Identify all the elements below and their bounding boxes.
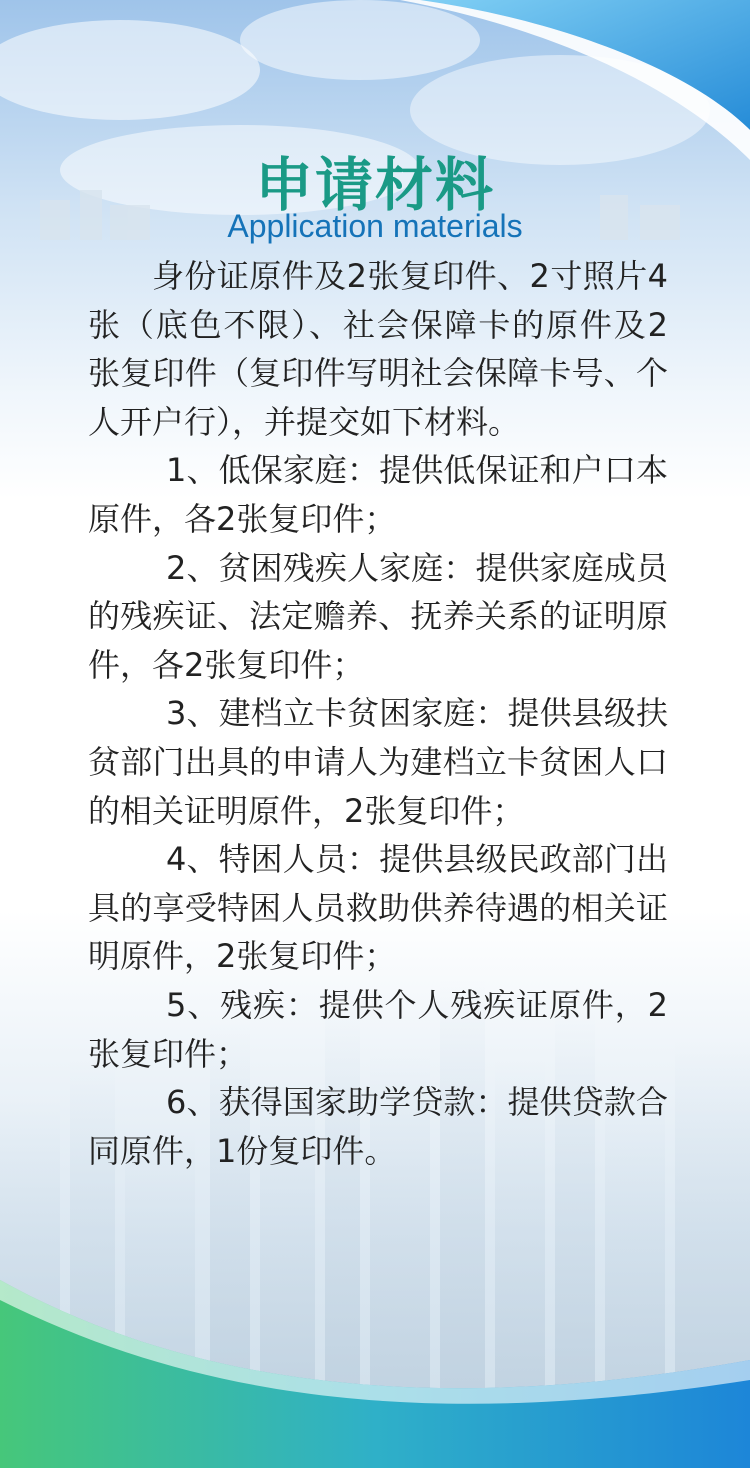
list-item: 2、贫困残疾人家庭：提供家庭成员的残疾证、法定赡养、抚养关系的证明原件，各2张复印件； <box>88 548 668 684</box>
page-title: 申请材料 <box>254 151 495 219</box>
list-item: 5、残疾：提供个人残疾证原件，2张复印件； <box>88 985 668 1073</box>
list-item: 4、特困人员：提供县级民政部门出具的享受特困人员救助供养待遇的相关证明原件，2张复印件； <box>88 840 668 976</box>
page-subtitle: Application materials <box>227 208 523 244</box>
list-item: 6、获得国家助学贷款：提供贷款合同原件，1份复印件。 <box>88 1083 668 1170</box>
intro-paragraph: 身份证原件及2张复印件、2寸照片4张（底色不限）、社会保障卡的原件及2张复印件（复印件写明社会保障卡号、个人开户行），并提交如下材料。 <box>88 257 668 441</box>
list-item: 1、低保家庭：提供低保证和户口本原件，各2张复印件； <box>88 451 668 538</box>
list-item: 3、建档立卡贫困家庭：提供县级扶贫部门出具的申请人为建档立卡贫困人口的相关证明原件，2张复印件； <box>88 694 668 830</box>
materials-text <box>88 252 668 1175</box>
